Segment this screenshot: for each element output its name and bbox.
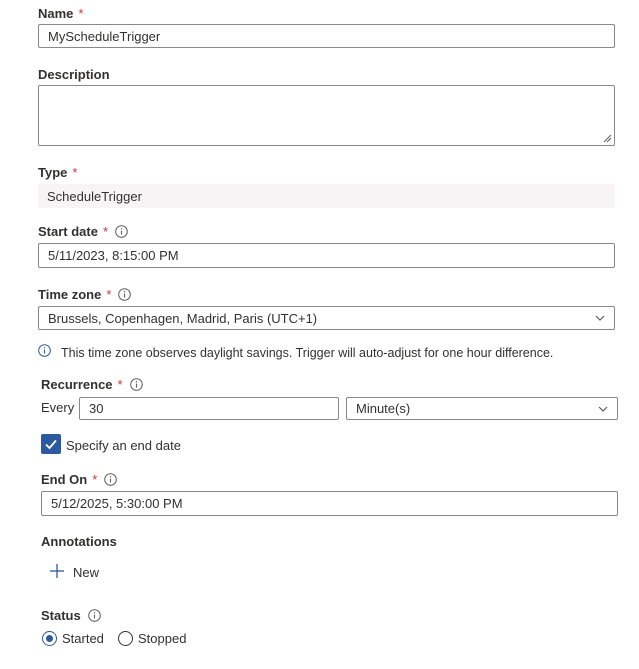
- info-icon[interactable]: [130, 378, 143, 391]
- end-date-checkbox-label[interactable]: Specify an end date: [66, 438, 181, 453]
- chevron-down-icon: [594, 312, 606, 324]
- info-icon[interactable]: [104, 473, 117, 486]
- info-icon[interactable]: [118, 288, 131, 301]
- time-zone-dropdown[interactable]: [38, 306, 615, 330]
- required-asterisk: *: [78, 6, 84, 21]
- name-input-value: MyScheduleTrigger: [48, 28, 161, 44]
- annotations-label-text: Annotations: [41, 534, 117, 549]
- start-date-label: [38, 224, 128, 239]
- time-zone-selected: Brussels, Copenhagen, Madrid, Paris (UTC+1): [48, 310, 318, 326]
- description-label-text: Description: [38, 67, 110, 82]
- end-on-label: [41, 472, 117, 487]
- name-label-text: Name: [38, 6, 74, 21]
- chevron-down-icon: [597, 403, 609, 415]
- name-input[interactable]: [38, 24, 615, 48]
- time-zone-label-text: Time zone: [38, 287, 102, 302]
- status-label-text: Status: [41, 608, 81, 623]
- recurrence-unit-selected: Minute(s): [356, 401, 411, 416]
- required-asterisk: *: [106, 287, 112, 302]
- required-asterisk: *: [72, 165, 78, 180]
- start-date-value: 5/11/2023, 8:15:00 PM: [48, 248, 179, 263]
- type-label: [38, 165, 77, 180]
- new-annotation-button[interactable]: [49, 562, 99, 580]
- recurrence-label-text: Recurrence: [41, 377, 113, 392]
- status-label: [41, 608, 101, 623]
- info-icon[interactable]: [115, 225, 128, 238]
- checkmark-icon: [44, 437, 58, 451]
- end-on-input[interactable]: [41, 491, 618, 516]
- status-started-radio[interactable]: [42, 631, 57, 646]
- description-label: [38, 67, 110, 82]
- recurrence-label: [41, 377, 143, 392]
- end-on-label-text: End On: [41, 472, 88, 487]
- start-date-label-text: Start date: [38, 224, 98, 239]
- start-date-input[interactable]: [38, 243, 615, 268]
- recurrence-interval-value: 30: [89, 401, 104, 416]
- status-stopped-radio[interactable]: [118, 631, 133, 646]
- type-label-text: Type: [38, 165, 68, 180]
- status-started-label[interactable]: Started: [62, 631, 104, 646]
- time-zone-label: [38, 287, 131, 302]
- plus-icon: [49, 563, 65, 579]
- name-label: [38, 6, 83, 21]
- info-circle-icon: [38, 344, 51, 357]
- resize-handle-icon[interactable]: [603, 134, 612, 143]
- time-zone-info-message: This time zone observes daylight savings. Trigger will auto-adjust for one hour difference.: [61, 346, 554, 360]
- end-on-value: 5/12/2025, 5:30:00 PM: [51, 496, 183, 511]
- required-asterisk: *: [102, 224, 109, 239]
- recurrence-interval-input[interactable]: [79, 397, 339, 420]
- description-textarea[interactable]: [38, 85, 615, 146]
- annotations-label: [41, 534, 117, 549]
- end-date-checkbox[interactable]: [41, 434, 61, 454]
- info-icon[interactable]: [88, 609, 101, 622]
- every-label: Every: [41, 400, 75, 415]
- type-value: ScheduleTrigger: [47, 188, 142, 204]
- required-asterisk: *: [117, 377, 123, 392]
- status-stopped-label[interactable]: Stopped: [138, 631, 187, 646]
- new-annotation-label: New: [73, 565, 100, 580]
- type-readonly-field: [38, 184, 615, 208]
- recurrence-unit-dropdown[interactable]: [346, 397, 618, 420]
- required-asterisk: *: [92, 472, 98, 487]
